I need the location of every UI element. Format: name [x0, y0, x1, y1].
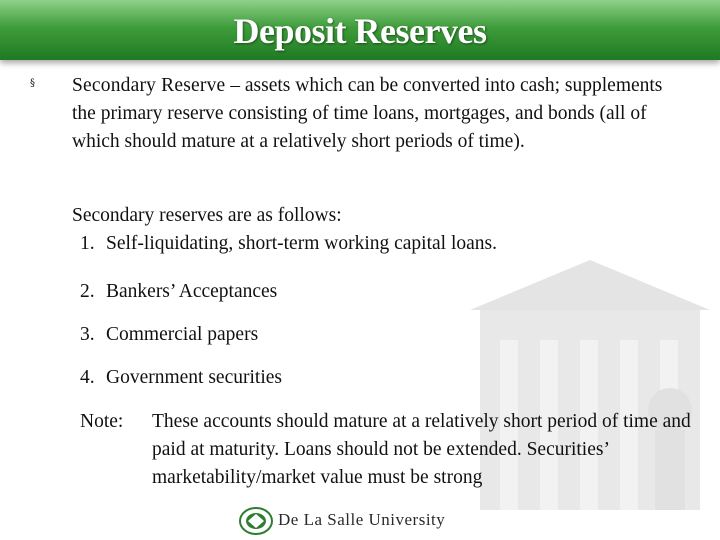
definition-term: Secondary Reserve [72, 75, 226, 96]
list-item [80, 230, 497, 258]
list-item-number: 3. [80, 324, 95, 345]
title-bar [0, 0, 720, 60]
list-item [80, 364, 282, 392]
definition-paragraph [72, 72, 682, 156]
list-item-number: 1. [80, 233, 95, 254]
list-item-number: 2. [80, 281, 95, 302]
note-text: These accounts should mature at a relatively short period of time and paid at maturity. Loans should not be extended. Securities’ marketability/market value must be strong [152, 411, 691, 488]
list-item-text: Commercial papers [106, 324, 259, 345]
university-seal-icon [238, 506, 274, 536]
list-intro: Secondary reserves are as follows: [72, 205, 342, 226]
list-item-text: Self-liquidating, short-term working capital loans. [106, 233, 497, 254]
definition-text: – assets which can be converted into cash; supplements the primary reserve consisting of time loans, mortgages, and bonds (all of which should mature at a relatively short periods of time). [72, 75, 663, 152]
list-item [80, 321, 258, 349]
list-item [80, 278, 277, 306]
list-item-text: Bankers’ Acceptances [106, 281, 278, 302]
list-item-number: 4. [80, 367, 95, 388]
footer-institution-name: De La Salle University [278, 510, 446, 529]
list-item-text: Government securities [106, 367, 282, 388]
bullet-icon: § [30, 78, 35, 89]
slide-title: Deposit Reserves [233, 11, 487, 51]
note-label: Note: [80, 411, 124, 432]
